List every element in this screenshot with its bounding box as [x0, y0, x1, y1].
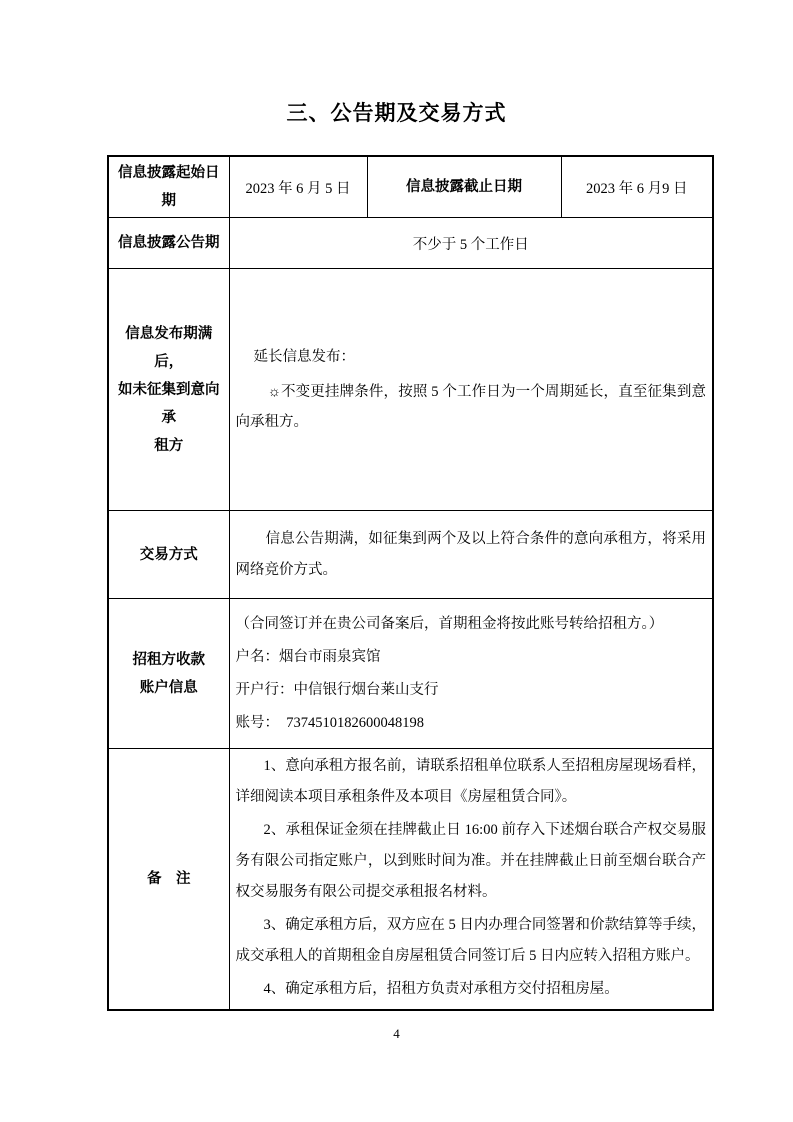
remarks-content [229, 749, 713, 1011]
account-bank: 开户行：中信银行烟台莱山支行 [235, 681, 439, 698]
account-info-label-line: 账户信息 [139, 679, 198, 696]
remarks-label: 备 注 [108, 749, 229, 1011]
trade-method-label: 交易方式 [108, 511, 229, 599]
extension-label [108, 269, 229, 511]
table-row-extension [108, 269, 713, 511]
extension-label-line: 信息发布期满后， [125, 325, 213, 370]
announcement-table [107, 155, 714, 1011]
announcement-period-value: 不少于 5 个工作日 [229, 218, 713, 269]
remark-item: 2、承租保证金须在挂牌截止日 16:00 前存入下述烟台联合产权交易服务有限公司指定账户，以到账时间为准。并在挂牌截止日前至烟台联合产权交易服务有限公司提交承租报名材料。 [235, 822, 706, 900]
trade-method-content [229, 511, 713, 599]
remark-item: 1、意向承租方报名前，请联系招租单位联系人至招租房屋现场看样，详细阅读本项目承租条件及本项目《房屋租赁合同》。 [235, 758, 706, 805]
page-number: 4 [393, 1026, 400, 1041]
page-title: 三、公告期及交易方式 [286, 101, 507, 125]
disclosure-start-value: 2023 年 6 月 5 日 [229, 156, 367, 218]
remark-item: 3、确定承租方后，双方应在 5 日内办理合同签署和价款结算等手续，成交承租人的首期租金自房屋租赁合同签订后 5 日内应转入招租方账户。 [235, 917, 706, 964]
table-row-trade-method [108, 511, 713, 599]
extension-content [229, 269, 713, 511]
table-row-disclosure-dates [108, 156, 713, 218]
extension-heading: 延长信息发布： [253, 349, 355, 365]
account-note: （合同签订并在贵公司备案后，首期租金将按此账号转给招租方。） [235, 615, 664, 632]
table-row-account-info [108, 599, 713, 749]
extension-label-line: 如未征集到意向承 [118, 381, 220, 426]
remark-item: 4、确定承租方后，招租方负责对承租方交付招租房屋。 [263, 981, 619, 997]
account-number: 账号： 7374510182600048198 [235, 714, 424, 731]
table-row-remarks [108, 749, 713, 1011]
disclosure-start-label: 信息披露起始日期 [108, 156, 229, 218]
account-name: 户名：烟台市雨泉宾馆 [235, 648, 381, 665]
account-info-label [108, 599, 229, 749]
trade-method-value: 信息公告期满，如征集到两个及以上符合条件的意向承租方，将采用网络竞价方式。 [235, 530, 706, 578]
account-info-label-line: 招租方收款 [132, 651, 205, 668]
disclosure-end-label: 信息披露截止日期 [367, 156, 561, 218]
disclosure-end-value: 2023 年 6 月9 日 [561, 156, 713, 218]
extension-label-line: 租方 [154, 437, 184, 454]
announcement-period-label: 信息披露公告期 [108, 218, 229, 269]
table-row-announcement-period [108, 218, 713, 269]
extension-option: ☼不变更挂牌条件，按照 5 个工作日为一个周期延长，直至征集到意向承租方。 [235, 384, 706, 430]
account-info-content [229, 599, 713, 749]
